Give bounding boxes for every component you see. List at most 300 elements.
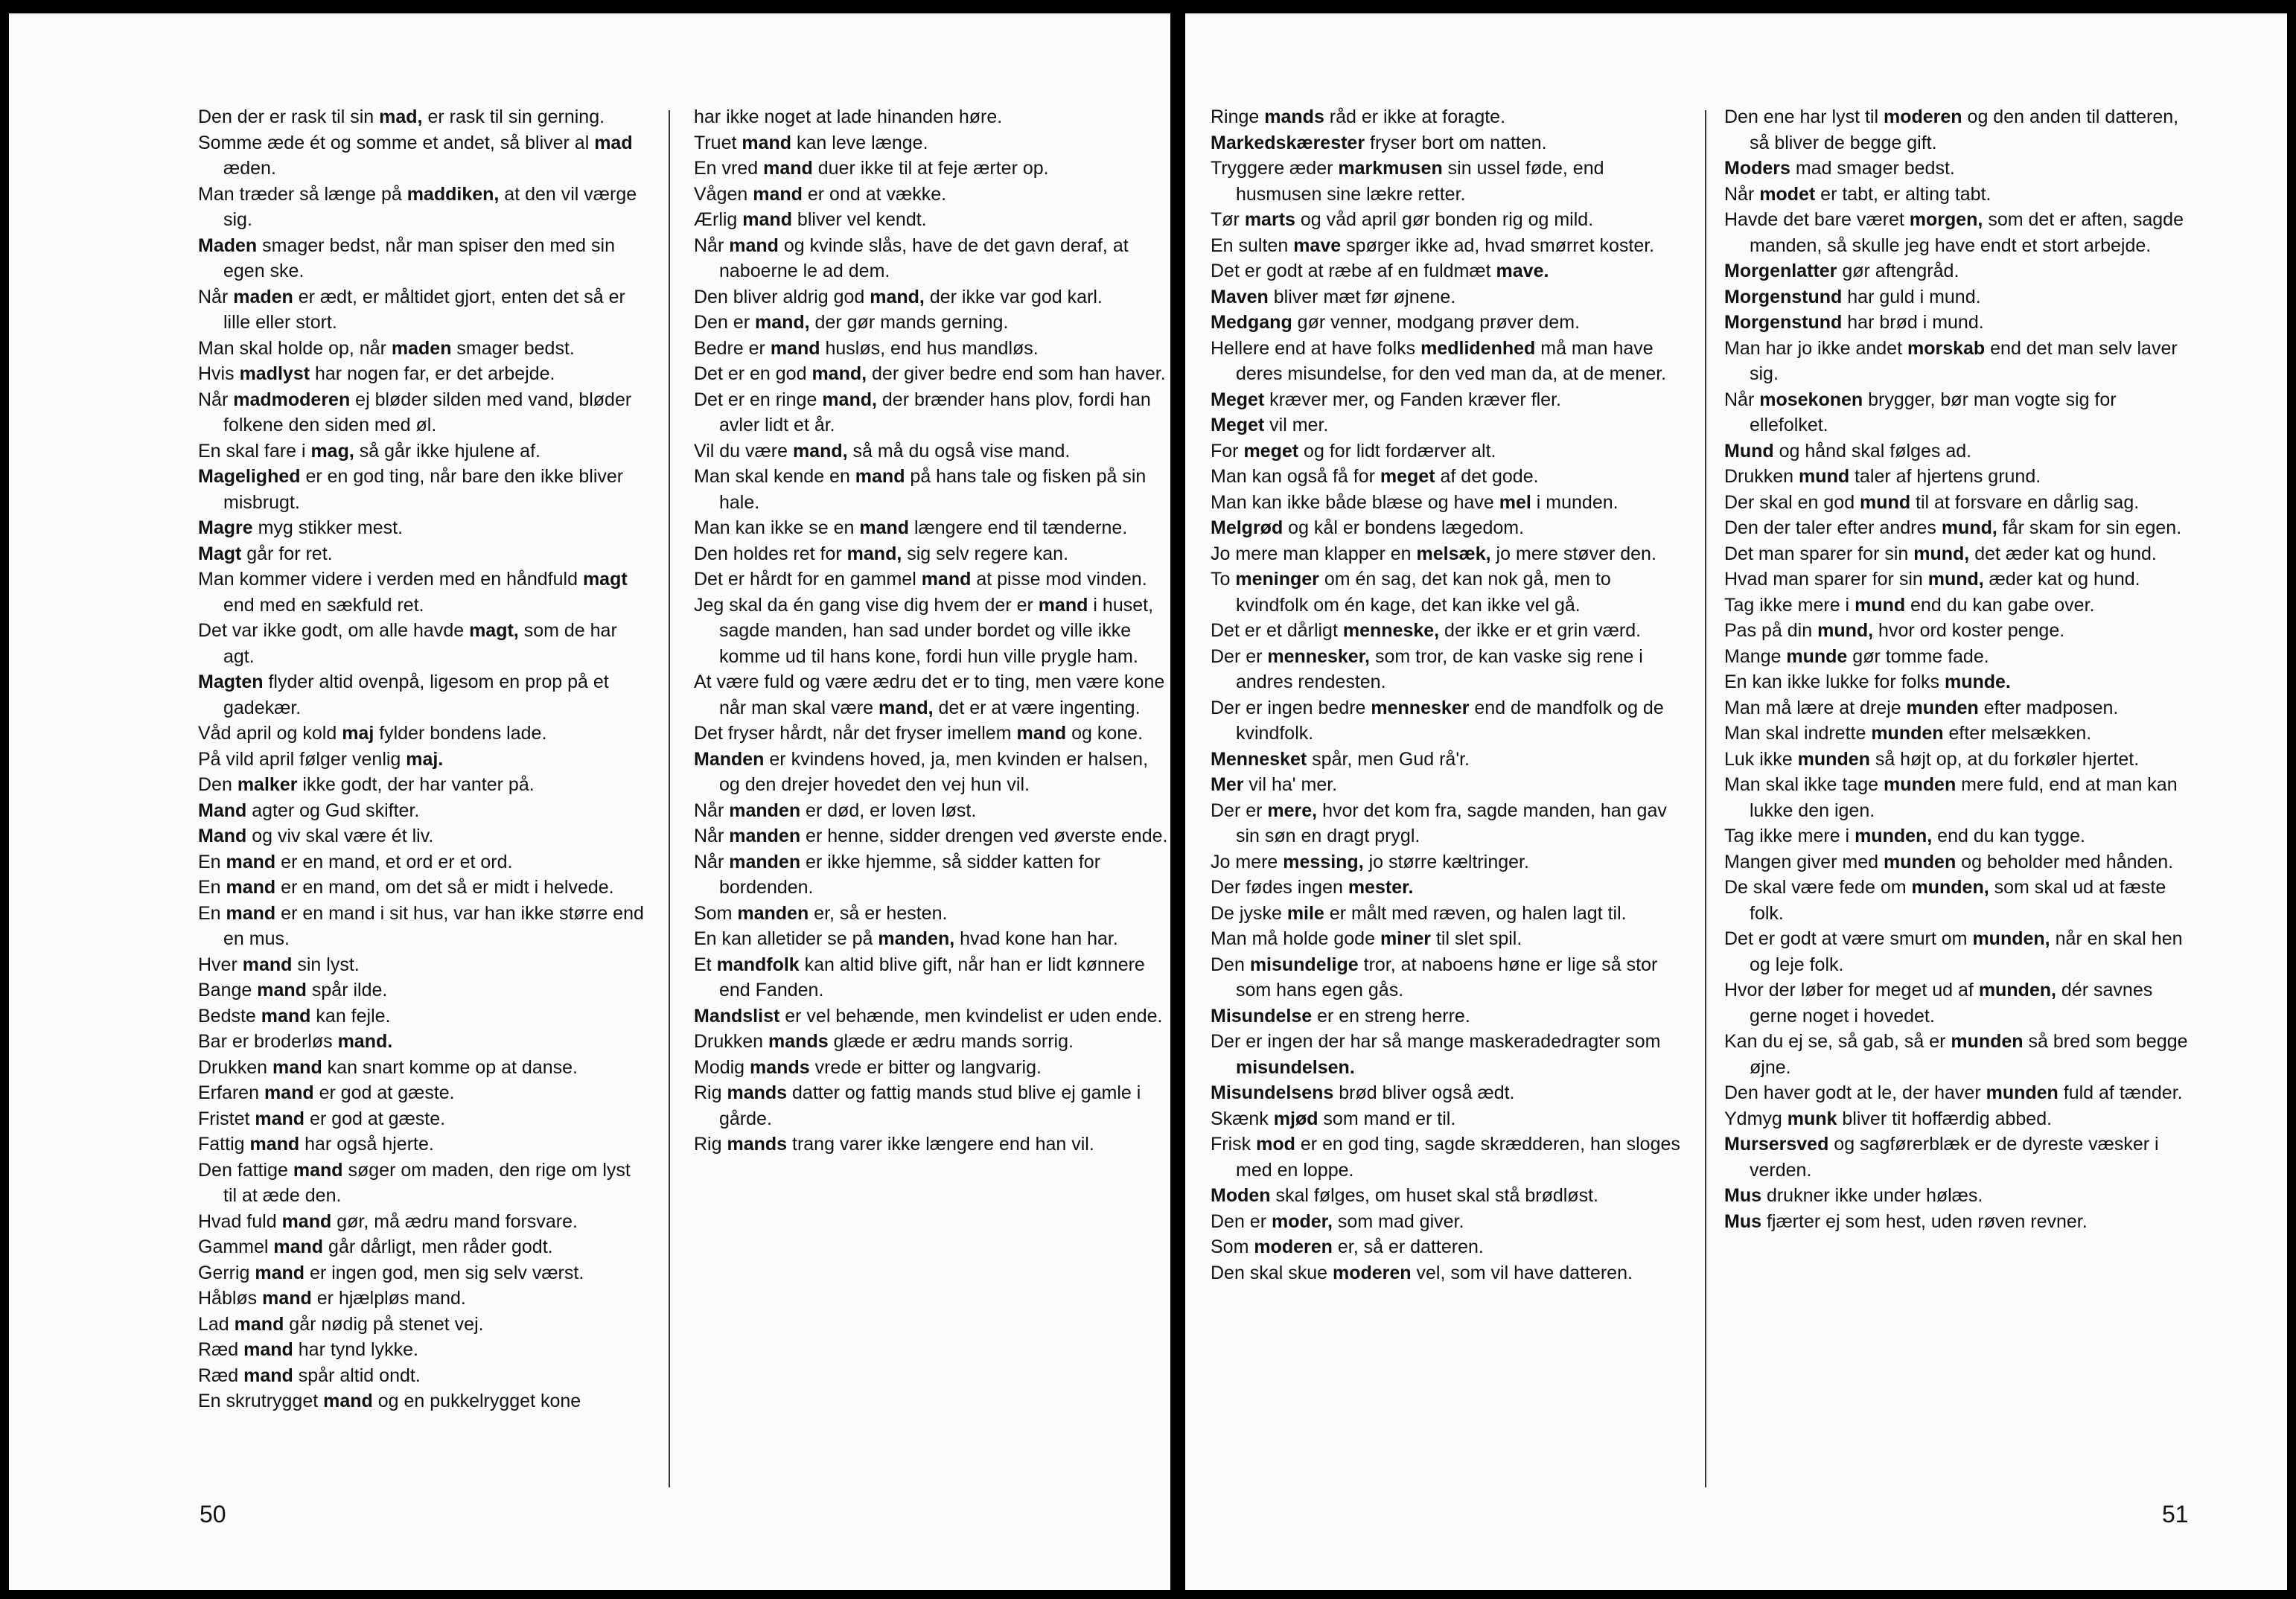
proverb-text: Ringe — [1211, 106, 1265, 127]
proverb-text: kan leve længe. — [791, 132, 928, 153]
headword: mand. — [337, 1031, 393, 1052]
proverb-text: Når — [694, 826, 730, 846]
proverb-text: fylder bondens lade. — [374, 723, 547, 744]
headword: munden — [1871, 723, 1944, 744]
headword: maden — [391, 337, 452, 359]
proverb-text: Som — [1211, 1236, 1254, 1257]
right-page-column-2 — [1724, 104, 2193, 1234]
headword: meget — [1380, 466, 1435, 487]
proverb-text: som tror, de kan vaske sig rene i andres rendesten. — [1236, 645, 1643, 692]
headword: mjød — [1273, 1108, 1318, 1129]
proverb-entry — [694, 1055, 1170, 1081]
headword: manden — [737, 902, 809, 924]
proverb-entry — [1211, 1209, 1687, 1235]
proverb-text: Ærlig — [694, 209, 743, 230]
proverb-text: Man skal ikke tage — [1724, 774, 1884, 795]
proverb-entry — [1724, 1080, 2193, 1106]
proverb-entry — [1211, 515, 1687, 541]
proverb-text: som det er aften, sagde manden, så skulle jeg have endt et stort arbejde. — [1750, 209, 2184, 256]
proverb-entry — [1211, 130, 1687, 156]
headword: Morgenstund — [1724, 286, 1843, 307]
headword: munden — [1884, 774, 1957, 795]
proverb-entry — [198, 541, 648, 567]
headword: mand — [261, 1005, 311, 1027]
proverb-entry — [1724, 669, 2193, 695]
proverb-text: er ikke hjemme, så sidder katten for bordenden. — [719, 851, 1101, 898]
proverb-text: Der er ingen der har så mange maskeradedragter som — [1211, 1031, 1661, 1052]
headword: mund — [1855, 594, 1906, 616]
proverb-text: drukner ikke under hølæs. — [1761, 1185, 1983, 1206]
proverb-text: dér savnes gerne noget i hovedet. — [1750, 980, 2153, 1027]
proverb-text: Man skal holde op, når — [198, 337, 392, 359]
proverb-entry — [1724, 1106, 2193, 1132]
proverb-text: En kan alletider se på — [694, 928, 878, 949]
proverb-text: kræver mer, og Fanden kræver fler. — [1264, 389, 1561, 410]
column-divider — [1705, 110, 1706, 1487]
proverb-text: som mand er til. — [1318, 1108, 1456, 1129]
proverb-entry — [694, 104, 1170, 130]
proverb-text: er ædt, er måltidet gjort, enten det så er lille eller stort. — [223, 286, 625, 333]
proverb-text: En — [198, 902, 226, 924]
headword: mand — [921, 569, 972, 590]
headword: mave. — [1496, 261, 1549, 281]
proverb-entry — [694, 310, 1170, 336]
headword: munden, — [1972, 928, 2050, 949]
headword: Mandslist — [694, 1005, 780, 1027]
proverb-entry — [198, 901, 648, 952]
proverb-text: og viv skal være ét liv. — [246, 826, 434, 846]
proverb-text: Truet — [694, 132, 742, 153]
proverb-text: der ikke er et grin værd. — [1439, 620, 1642, 641]
proverb-text: Rig — [694, 1134, 727, 1155]
headword: malker — [237, 774, 298, 795]
proverb-text: søger om maden, den rige om lyst til at æde den. — [223, 1159, 631, 1206]
proverb-entry — [198, 977, 648, 1003]
headword: mand — [323, 1391, 373, 1411]
proverb-text: er kvindens hoved, ja, men kvinden er halsen, og den drejer hovedet den vej hun vil. — [719, 748, 1149, 795]
headword: mennesker — [1371, 697, 1470, 718]
proverb-text: vil mer. — [1264, 415, 1329, 435]
proverb-text: Der er — [1211, 645, 1268, 667]
headword: madlyst — [239, 363, 310, 384]
proverb-entry — [198, 464, 648, 515]
proverb-text: Den er — [694, 312, 755, 333]
proverb-text: agter og Gud skifter. — [246, 800, 420, 821]
proverb-text: må man have deres misundelse, for den ved man da, at de mener. — [1236, 337, 1667, 384]
headword: modet — [1759, 183, 1816, 205]
proverb-entry — [198, 849, 648, 875]
proverb-text: Drukken — [198, 1056, 273, 1078]
proverb-text: spår ilde. — [306, 980, 388, 1000]
proverb-text: Vil du være — [694, 440, 793, 462]
proverb-text: Hvis — [198, 363, 240, 384]
proverb-entry — [198, 1363, 648, 1389]
headword: mand — [272, 1056, 322, 1078]
headword: maj. — [406, 748, 444, 770]
proverb-entry — [694, 182, 1170, 208]
proverb-entry — [694, 901, 1170, 927]
proverb-entry — [1211, 644, 1687, 695]
proverb-text: til slet spil. — [1431, 928, 1522, 949]
proverb-text: tror, at naboens høne er lige så stor som hans egen gås. — [1236, 954, 1658, 1000]
right-page-column-1 — [1211, 104, 1687, 1286]
proverb-text: hvor det kom fra, sagde manden, han gav sin søn en dragt prygl. — [1236, 800, 1667, 846]
proverb-text: gør venner, modgang prøver dem. — [1292, 312, 1581, 333]
proverb-text: så går ikke hjulene af. — [354, 440, 540, 462]
proverb-entry — [1724, 644, 2193, 670]
headword: mund — [1860, 491, 1911, 513]
right-page — [1185, 13, 2287, 1590]
proverb-entry — [694, 566, 1170, 593]
proverb-text: Håbløs — [198, 1288, 263, 1309]
proverb-entry — [1211, 1003, 1687, 1030]
proverb-entry — [198, 566, 648, 618]
proverb-entry — [1724, 515, 2193, 541]
proverb-entry — [198, 284, 648, 336]
proverb-entry — [198, 336, 648, 362]
proverb-text: Våd april og kold — [198, 723, 342, 744]
proverb-entry — [1211, 1106, 1687, 1132]
proverb-text: Den haver godt at le, der haver — [1724, 1082, 1986, 1103]
proverb-entry — [1211, 618, 1687, 644]
headword: mand — [255, 1262, 305, 1283]
proverb-text: Man træder så længe på — [198, 183, 407, 205]
proverb-entry — [198, 387, 648, 438]
proverb-text: myg stikker mest. — [252, 517, 404, 538]
proverb-text: kan snart komme op at danse. — [322, 1056, 578, 1078]
proverb-text: og kål er bondens lægedom. — [1283, 517, 1525, 538]
proverb-entry — [1724, 721, 2193, 747]
proverb-text: Den er — [1211, 1210, 1272, 1232]
headword: mand, — [792, 440, 848, 462]
proverb-text: Man må lære at dreje — [1724, 697, 1907, 718]
proverb-entry — [198, 618, 648, 669]
headword: maden — [233, 286, 293, 307]
proverb-entry — [1724, 977, 2193, 1029]
proverb-text: end du kan gabe over. — [1905, 594, 2095, 616]
headword: Maven — [1211, 286, 1269, 307]
proverb-text: Der fødes ingen — [1211, 877, 1348, 898]
proverb-text: er målt med ræven, og halen lagt til. — [1324, 902, 1627, 924]
proverb-entry — [694, 952, 1170, 1003]
headword: morgen, — [1909, 209, 1983, 230]
headword: markmusen — [1338, 158, 1443, 179]
proverb-text: gør, må ædru mand forsvare. — [331, 1210, 578, 1232]
proverb-text: Som — [694, 902, 738, 924]
proverb-entry — [1211, 849, 1687, 875]
proverb-text: kan fejle. — [310, 1005, 391, 1027]
headword: misundelige — [1249, 954, 1359, 975]
proverb-text: har nogen far, er det arbejde. — [310, 363, 555, 384]
proverb-entry — [1211, 464, 1687, 490]
proverb-text: fryser bort om natten. — [1365, 132, 1547, 153]
proverb-text: skal følges, om huset skal stå brødløst. — [1270, 1185, 1598, 1206]
proverb-entry — [198, 438, 648, 465]
proverb-text: der giver bedre end som han haver. — [867, 363, 1166, 384]
proverb-text: gør tomme fade. — [1847, 645, 1989, 667]
proverb-entry — [694, 1080, 1170, 1132]
headword: marts — [1244, 209, 1295, 230]
headword: mag, — [310, 440, 354, 462]
proverb-text: det æder kat og hund. — [1969, 543, 2157, 564]
proverb-text: er en god ting, sagde skrædderen, han sloges med en loppe. — [1236, 1134, 1680, 1181]
proverb-entry — [694, 798, 1170, 824]
proverb-entry — [1724, 593, 2193, 619]
proverb-entry — [1724, 336, 2193, 387]
headword: medlidenhed — [1420, 337, 1536, 359]
proverb-text: er en streng herre. — [1312, 1005, 1470, 1027]
proverb-text: brød bliver også ædt. — [1333, 1082, 1515, 1103]
proverb-entry — [694, 156, 1170, 182]
headword: Mursersved — [1724, 1134, 1829, 1155]
proverb-text: Fristet — [198, 1108, 255, 1129]
proverb-entry — [1211, 1260, 1687, 1286]
proverb-text: Den skal skue — [1211, 1262, 1333, 1283]
proverb-entry — [694, 464, 1170, 515]
headword: mosekonen — [1759, 389, 1863, 410]
headword: mad, — [379, 106, 423, 127]
headword: meninger — [1235, 569, 1319, 590]
headword: Mus — [1724, 1210, 1761, 1232]
proverb-entry — [198, 1029, 648, 1055]
proverb-text: husløs, end hus mandløs. — [820, 337, 1039, 359]
proverb-text: er vel behænde, men kvindelist er uden ende. — [779, 1005, 1163, 1027]
proverb-entry — [1211, 798, 1687, 849]
headword: moderen — [1254, 1236, 1333, 1257]
proverb-text: Det var ikke godt, om alle havde — [198, 620, 470, 641]
proverb-text: vil ha' mer. — [1243, 774, 1338, 795]
proverb-text: og den anden til datteren, så bliver de begge gift. — [1750, 106, 2179, 153]
proverb-text: En — [198, 877, 226, 898]
proverb-text: taler af hjertens grund. — [1849, 466, 2041, 487]
proverb-text: går for ret. — [241, 543, 333, 564]
proverb-text: Den bliver aldrig god — [694, 286, 870, 307]
proverb-text: mad smager bedst. — [1790, 158, 1955, 179]
proverb-entry — [1211, 156, 1687, 207]
proverb-text: De skal være fede om — [1724, 877, 1912, 898]
headword: mund, — [1913, 543, 1970, 564]
proverb-text: Drukken — [694, 1031, 769, 1052]
proverb-entry — [694, 721, 1170, 747]
proverb-text: En skal fare i — [198, 440, 311, 462]
proverb-text: fuld af tænder. — [2058, 1082, 2183, 1103]
proverb-entry — [198, 1337, 648, 1363]
headword: mand — [742, 209, 792, 230]
proverb-text: på hans tale og fisken på sin hale. — [719, 466, 1147, 513]
headword: mand — [249, 1134, 300, 1155]
proverb-text: i munden. — [1531, 491, 1619, 513]
proverb-text: efter madposen. — [1978, 697, 2119, 718]
headword: manden — [729, 826, 801, 846]
proverb-text: kan altid blive gift, når han er lidt kønnere end Fanden. — [719, 954, 1145, 1000]
headword: mave — [1293, 234, 1342, 256]
proverb-entry — [694, 1132, 1170, 1158]
proverb-text: Hvor der løber for meget ud af — [1724, 980, 1979, 1000]
proverb-text: end du kan tygge. — [1932, 826, 2085, 846]
proverb-text: Man kommer videre i verden med en håndfuld — [198, 569, 583, 590]
headword: melsæk, — [1416, 543, 1491, 564]
proverb-text: Man skal indrette — [1724, 723, 1872, 744]
proverb-text: og sagførerblæk er de dyreste væsker i verden. — [1750, 1134, 2159, 1181]
page-number: 50 — [200, 1501, 226, 1528]
proverb-text: vrede er bitter og langvarig. — [809, 1056, 1042, 1078]
proverb-entry — [1724, 618, 2193, 644]
proverb-text: så bred som begge øjne. — [1750, 1031, 2188, 1078]
proverb-entry — [198, 1388, 648, 1414]
headword: mand — [1038, 594, 1088, 616]
headword: misundelsen. — [1236, 1056, 1355, 1078]
proverb-entry — [694, 541, 1170, 567]
proverb-entry — [198, 1080, 648, 1106]
proverb-entry — [198, 361, 648, 387]
headword: Meget — [1211, 415, 1265, 435]
proverb-entry — [198, 1286, 648, 1312]
headword: mand — [257, 980, 307, 1000]
headword: menneske, — [1342, 620, 1440, 641]
headword: maddiken, — [406, 183, 500, 205]
proverb-text: spår, men Gud rå'r. — [1307, 748, 1470, 770]
proverb-text: og våd april gør bonden rig og mild. — [1295, 209, 1594, 230]
headword: mand — [859, 517, 910, 538]
proverb-entry — [1211, 336, 1687, 387]
proverb-text: har brød i mund. — [1842, 312, 1984, 333]
proverb-text: Ræd — [198, 1365, 244, 1386]
proverb-text: og en pukkelrygget kone — [372, 1391, 581, 1411]
proverb-entry — [1211, 387, 1687, 413]
proverb-text: som de har agt. — [223, 620, 617, 667]
proverb-text: smager bedst. — [451, 337, 575, 359]
headword: Mer — [1211, 774, 1244, 795]
proverb-text: Den holdes ret for — [694, 543, 847, 564]
proverb-entry — [198, 1132, 648, 1158]
proverb-entry — [1211, 695, 1687, 747]
proverb-entry — [198, 721, 648, 747]
headword: mand — [226, 902, 276, 924]
headword: mands — [768, 1031, 829, 1052]
proverb-entry — [198, 823, 648, 849]
proverb-text: at pisse mod vinden. — [971, 569, 1147, 590]
proverb-text: Ydmyg — [1724, 1108, 1788, 1129]
proverb-text: er en god ting, når bare den ikke bliver misbrugt. — [223, 466, 624, 513]
proverb-entry — [1724, 490, 2193, 516]
headword: munden — [1884, 851, 1957, 872]
proverb-text: at den vil værge sig. — [223, 183, 637, 230]
proverb-text: Skænk — [1211, 1108, 1274, 1129]
proverb-text: Hellere end at have folks — [1211, 337, 1421, 359]
headword: munden — [1906, 697, 1979, 718]
proverb-text: En skrutrygget — [198, 1391, 324, 1411]
proverb-text: Gammel — [198, 1236, 274, 1257]
proverb-text: Jo mere man klapper en — [1211, 543, 1417, 564]
proverb-text: til at forsvare en dårlig sag. — [1910, 491, 2140, 513]
headword: mand — [243, 1339, 293, 1360]
proverb-text: er en mand, et ord er et ord. — [275, 851, 513, 872]
proverb-text: råd er ikke at foragte. — [1324, 106, 1506, 127]
proverb-entry — [1211, 233, 1687, 259]
headword: mund, — [1941, 517, 1997, 538]
proverb-text: når en skal hen og leje folk. — [1750, 928, 2183, 975]
headword: mester. — [1348, 877, 1414, 898]
headword: mund — [1799, 466, 1850, 487]
headword: munden, — [1855, 826, 1933, 846]
headword: moderen — [1884, 106, 1962, 127]
proverb-text: Det fryser hårdt, når det fryser imellem — [694, 723, 1017, 744]
proverb-text: er, så er datteren. — [1332, 1236, 1484, 1257]
headword: munden — [1797, 748, 1870, 770]
proverb-text: Den fattige — [198, 1159, 293, 1181]
proverb-entry — [694, 1003, 1170, 1030]
proverb-entry — [1211, 284, 1687, 310]
proverb-entry — [198, 772, 648, 798]
proverb-text: Bange — [198, 980, 258, 1000]
proverb-text: Pas på din — [1724, 620, 1818, 641]
proverb-entry — [1211, 1080, 1687, 1106]
proverb-entry — [198, 798, 648, 824]
headword: mand — [753, 183, 803, 205]
proverb-text: sin ussel føde, end husmusen sine lækre retter. — [1236, 158, 1604, 205]
headword: mand — [264, 1082, 314, 1103]
proverb-entry — [198, 1003, 648, 1030]
proverb-entry — [1211, 926, 1687, 952]
headword: munde — [1786, 645, 1848, 667]
proverb-text: som skal ud at fæste folk. — [1750, 877, 2166, 924]
proverb-entry — [1724, 541, 2193, 567]
proverb-entry — [694, 361, 1170, 387]
proverb-entry — [694, 1029, 1170, 1055]
headword: messing, — [1283, 851, 1364, 872]
proverb-entry — [694, 849, 1170, 901]
proverb-text: der brænder hans plov, fordi han avler lidt et år. — [719, 389, 1151, 435]
proverb-entry — [694, 387, 1170, 438]
proverb-text: Fattig — [198, 1134, 250, 1155]
headword: mund, — [1927, 569, 1984, 590]
proverb-entry — [198, 182, 648, 233]
headword: munden — [1986, 1082, 2059, 1103]
proverb-text: Drukken — [1724, 466, 1799, 487]
headword: mand — [855, 466, 905, 487]
proverb-text: To — [1211, 569, 1236, 590]
proverb-text: Tag ikke mere i — [1724, 594, 1855, 616]
headword: Maden — [198, 234, 258, 256]
headword: mand — [293, 1159, 343, 1181]
proverb-text: har ikke noget at lade hinanden høre. — [694, 106, 1003, 127]
proverb-text: Mange — [1724, 645, 1787, 667]
proverb-text: Når — [694, 234, 730, 256]
headword: Melgrød — [1211, 517, 1283, 538]
proverb-text: har tynd lykke. — [293, 1339, 418, 1360]
headword: Mand — [198, 800, 247, 821]
proverb-text: er en mand i sit hus, var han ikke større end en mus. — [223, 902, 644, 949]
headword: Mennesket — [1211, 748, 1307, 770]
headword: morskab — [1907, 337, 1986, 359]
proverb-text: der gør mands gerning. — [809, 312, 1009, 333]
proverb-text: i huset, sagde manden, han sad under bordet og ville ikke komme ud til hans kone, fordi hun ville prygle ham. — [719, 594, 1154, 667]
proverb-text: Den — [1211, 954, 1250, 975]
proverb-text: duer ikke til at feje ærter op. — [812, 158, 1049, 179]
proverb-text: Når — [198, 389, 234, 410]
proverb-text: Erfaren — [198, 1082, 264, 1103]
proverb-text: Tør — [1211, 209, 1245, 230]
proverb-entry — [198, 747, 648, 773]
headword: Moden — [1211, 1185, 1271, 1206]
proverb-text: Det er hårdt for en gammel — [694, 569, 922, 590]
proverb-text: æden. — [223, 158, 276, 179]
proverb-text: Et — [694, 954, 717, 975]
proverb-text: trang varer ikke længere end han vil. — [787, 1134, 1094, 1155]
proverb-text: Det er en god — [694, 363, 812, 384]
proverb-text: glæde er ædru mands sorrig. — [828, 1031, 1074, 1052]
proverb-entry — [198, 233, 648, 284]
